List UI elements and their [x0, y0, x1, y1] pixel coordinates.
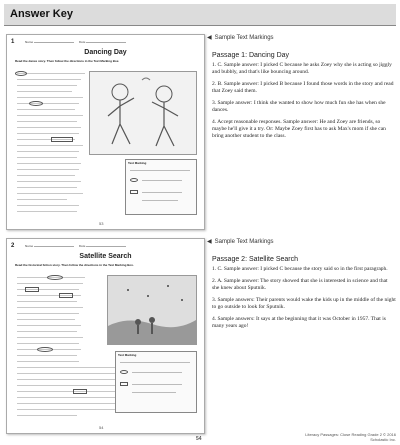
- thumb-title: Satellite Search: [79, 253, 132, 260]
- answer-3: 3. Sample answer: I think she wanted to show how much fun she has when she dances.: [212, 100, 386, 113]
- page-number: 54: [196, 436, 202, 442]
- text-marking-box: [59, 293, 73, 298]
- sample-markings-label: ◀ Sample Text Markings: [207, 239, 274, 245]
- answer-1: 1. C. Sample answer: I picked C because the story said so in the first paragraph.: [212, 266, 388, 272]
- triangle-left-icon: ◀: [207, 239, 212, 245]
- text-marking-box-panel: [115, 351, 197, 413]
- name-date-line: Name Date: [25, 244, 130, 248]
- answer-2: 2. A. Sample answer: The story showed that she is interested in science and that she knew about Sputnik.: [212, 278, 388, 291]
- passage-thumbnail-1: [6, 34, 205, 230]
- text-marking-box: [51, 137, 73, 142]
- thumb-number: 2: [11, 243, 15, 249]
- text-marking-box-panel: [125, 159, 197, 215]
- footer-credit: Literacy Passages: Close Reading Grade 2 © 2016 Scholastic Inc.: [305, 432, 396, 442]
- passage-heading: Passage 1: Dancing Day: [212, 52, 290, 59]
- answer-4: 4. Accept reasonable responses. Sample answer: He and Zoey are friends, so maybe he'll give it a try. Or: Maybe Zoey first has to ask Max's mom if she can bring another student to the class.: [212, 119, 386, 139]
- answer-2: 2. B. Sample answer: I picked B because I found those words in the story and read that Zoey said them.: [212, 81, 394, 94]
- text-marking-circle: [15, 71, 27, 76]
- thumb-page-number: 54: [99, 425, 104, 430]
- thumb-instructions: Read the historical fiction story. Then follow the directions in the Text Marking Box.: [15, 263, 134, 267]
- page-title: Answer Key: [10, 8, 73, 20]
- text-marking-circle: [47, 275, 63, 280]
- story-illustration: [89, 71, 197, 155]
- thumb-title: Dancing Day: [84, 49, 127, 56]
- thumb-instructions: Read the dance story. Then follow the directions in the Text Marking Box.: [15, 59, 120, 63]
- page-header: [4, 4, 396, 26]
- answer-1: 1. C. Sample answer: I picked C because he asks Zoey why she is acting so jiggly and bubbly, and that's like bouncing around.: [212, 62, 392, 75]
- text-marking-box: [25, 287, 39, 292]
- triangle-left-icon: ◀: [207, 35, 212, 41]
- answer-3: 3. Sample answers: Their parents would wake the kids up in the middle of the night to go outside to look for Sputnik.: [212, 297, 396, 310]
- thumb-page-number: 53: [99, 221, 104, 226]
- passage-heading: Passage 2: Satellite Search: [212, 256, 298, 263]
- text-marking-box-title: Text Marking: [118, 353, 137, 357]
- text-marking-box: [73, 389, 87, 394]
- thumb-number: 1: [11, 39, 15, 45]
- sample-markings-label: ◀ Sample Text Markings: [207, 35, 274, 41]
- text-marking-circle: [29, 101, 43, 106]
- passage-thumbnail-2: [6, 238, 205, 434]
- story-illustration: [107, 275, 197, 345]
- text-marking-box-title: Text Marking: [128, 161, 147, 165]
- answers-passage-1: [212, 52, 396, 145]
- answers-passage-2: [212, 256, 396, 335]
- name-date-line: Name Date: [25, 40, 130, 44]
- answer-4: 4. Sample answers: It says at the beginning that it was October in 1957. That is many years ago!: [212, 316, 386, 329]
- text-marking-circle: [37, 347, 53, 352]
